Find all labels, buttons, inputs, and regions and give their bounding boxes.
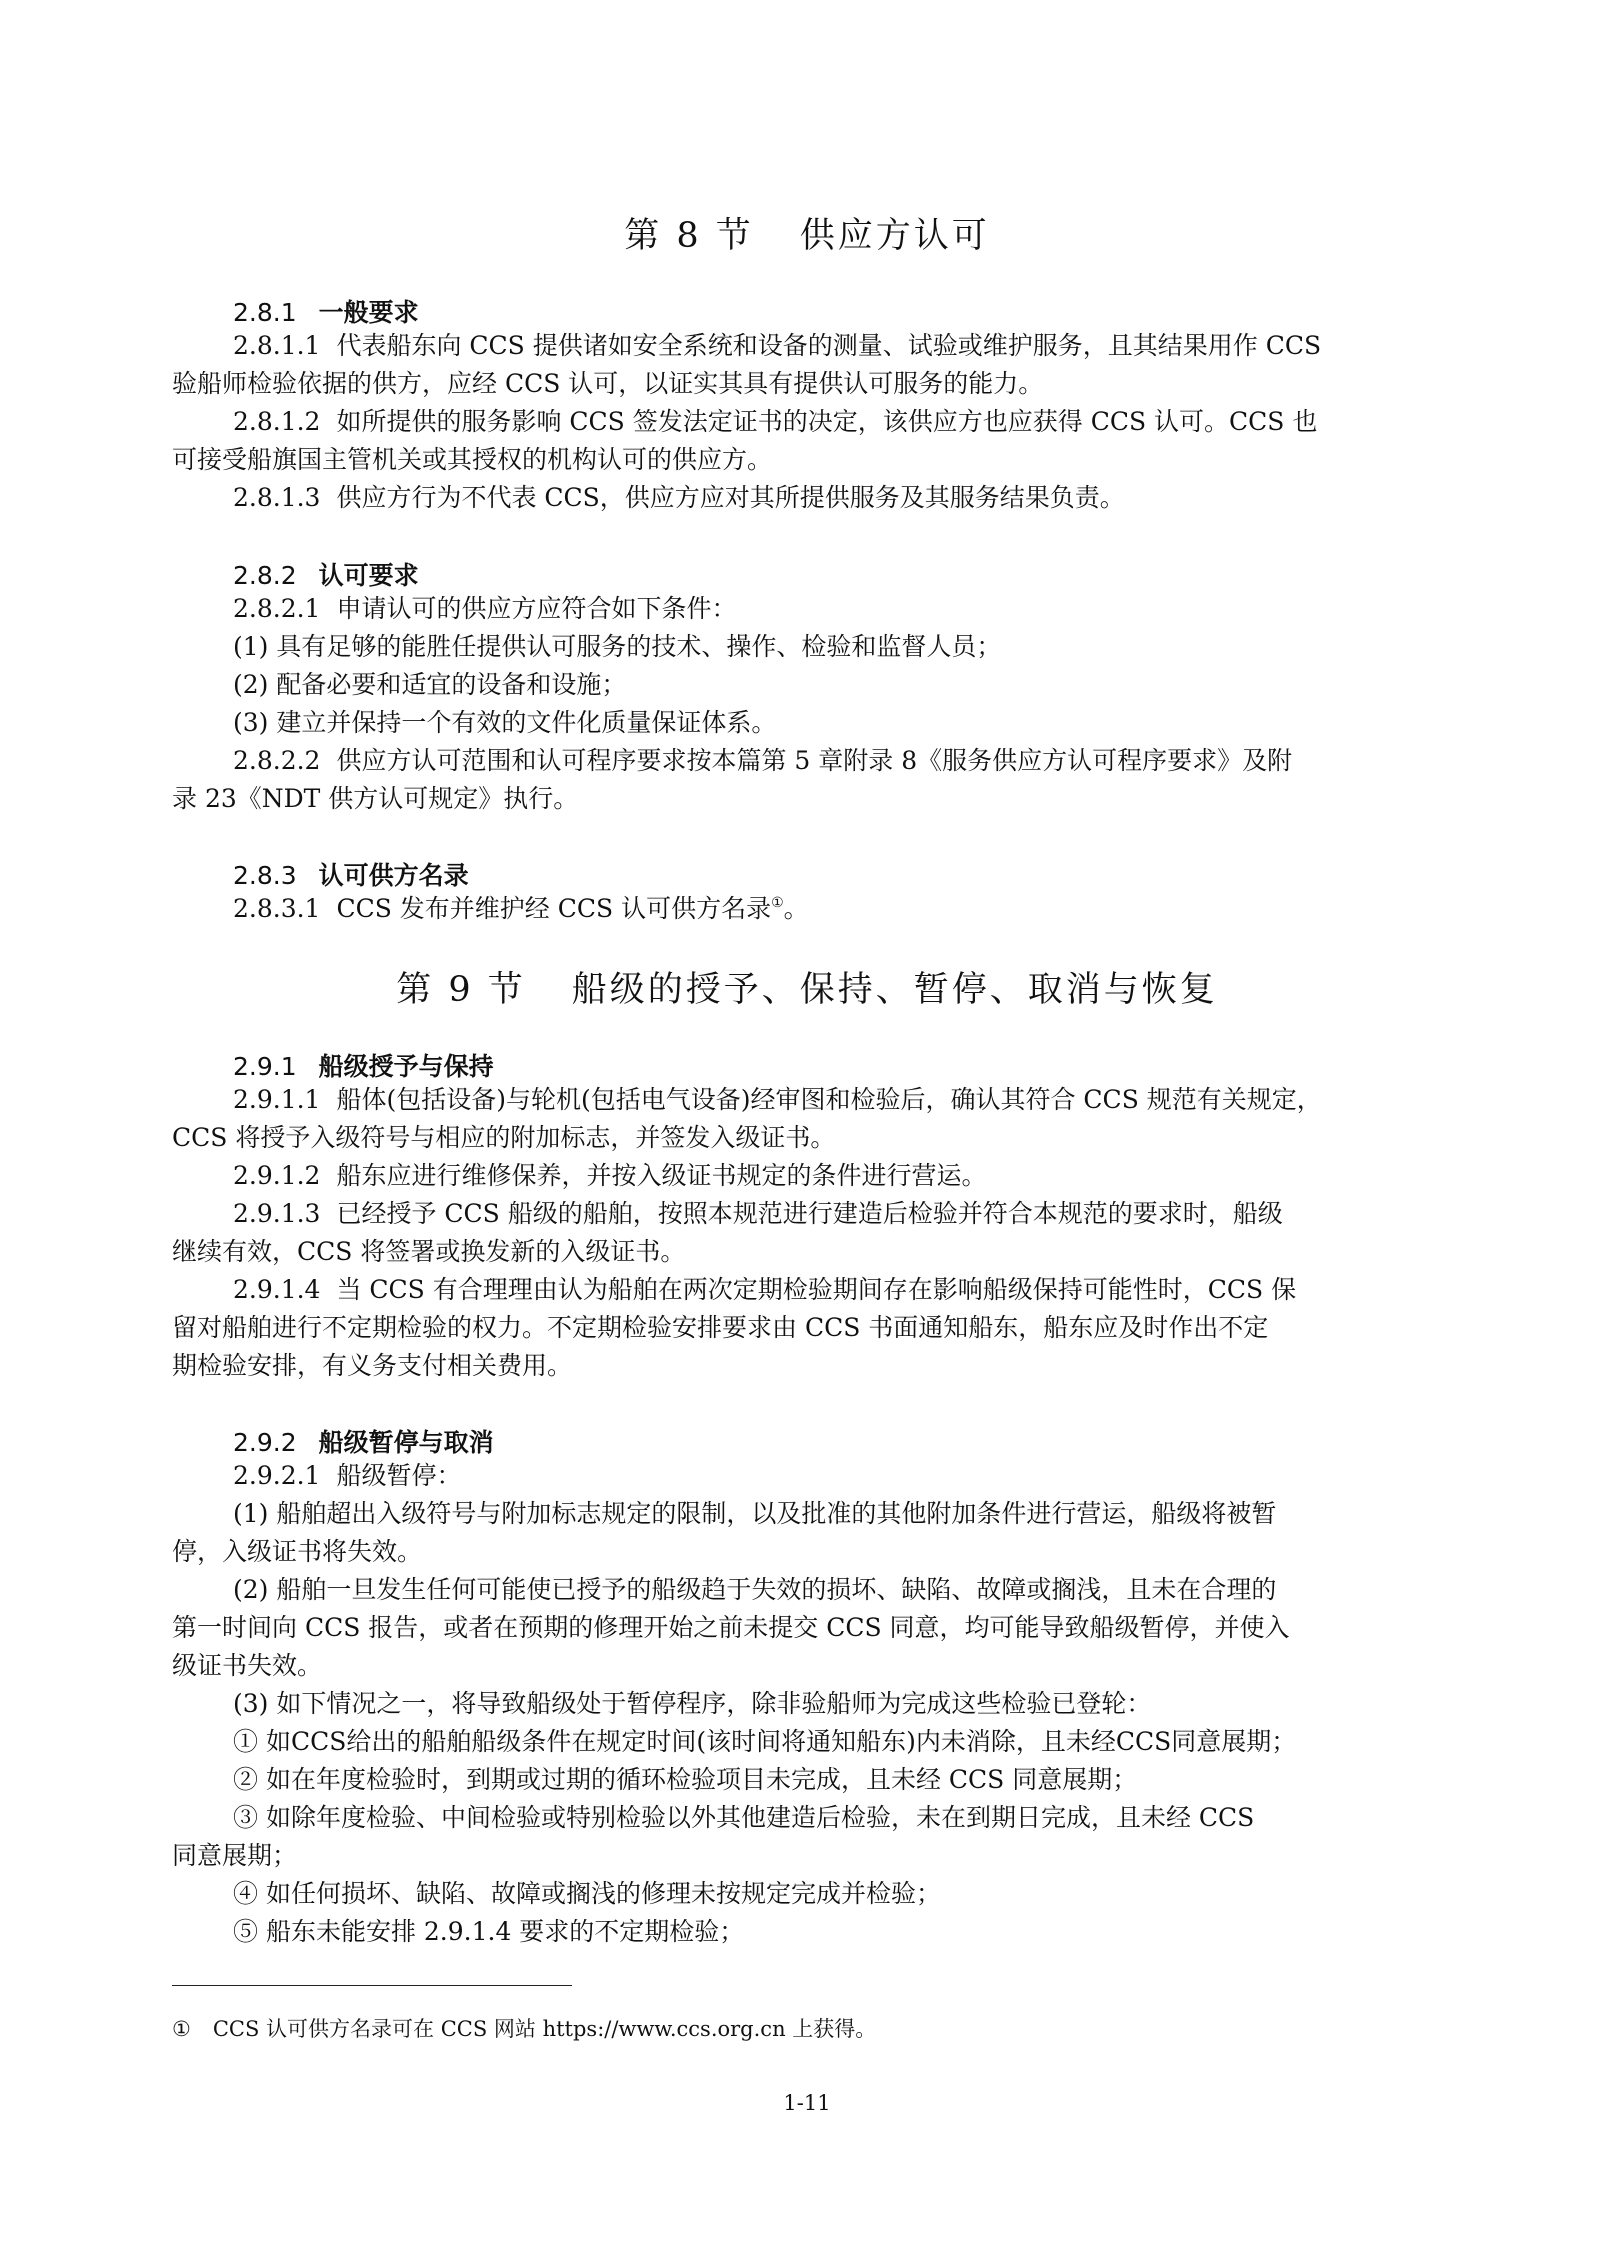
footnote-text: CCS 认可供方名录可在 CCS 网站 https://www.ccs.org.cn 上获得。	[212, 2017, 877, 2041]
paragraph-line: 级证书失效。	[172, 1651, 323, 1680]
paragraph-2-8-2-2: 2.8.2.2 供应方认可范围和认可程序要求按本篇第 5 章附录 8《服务供应方认可程序要求》及附	[233, 746, 1293, 775]
paragraph-2-8-2-1: 2.8.2.1 申请认可的供应方应符合如下条件：	[233, 594, 737, 623]
list-item: ⑤ 船东未能安排 2.9.1.4 要求的不定期检验；	[233, 1917, 745, 1946]
paragraph-line: 同意展期；	[172, 1841, 298, 1870]
paragraph-line: 停，入级证书将失效。	[172, 1537, 423, 1566]
paragraph-2-8-3-1: 2.8.3.1 CCS 发布并维护经 CCS 认可供方名录①。	[233, 894, 809, 923]
list-item: ④ 如任何损坏、缺陷、故障或搁浅的修理未按规定完成并检验；	[233, 1879, 941, 1908]
heading-2-9-2: 2.9.2 船级暂停与取消	[233, 1428, 494, 1457]
paragraph-line: 继续有效，CCS 将签署或换发新的入级证书。	[172, 1237, 686, 1266]
list-item: (1) 具有足够的能胜任提供认可服务的技术、操作、检验和监督人员；	[233, 632, 1002, 661]
heading-2-8-2: 2.8.2 认可要求	[233, 561, 419, 590]
section-8-number: 第 8 节	[624, 216, 754, 256]
list-item: (3) 建立并保持一个有效的文件化质量保证体系。	[233, 708, 777, 737]
paragraph-line: 期检验安排，有义务支付相关费用。	[172, 1351, 573, 1380]
paragraph-line: 录 23《NDT 供方认可规定》执行。	[172, 784, 579, 813]
footnote	[172, 2013, 876, 2043]
paragraph-line: CCS 将授予入级符号与相应的附加标志，并签发入级证书。	[172, 1123, 836, 1152]
paragraph-line: 可接受船旗国主管机关或其授权的机构认可的供应方。	[172, 445, 773, 474]
list-item: (3) 如下情况之一，将导致船级处于暂停程序，除非验船师为完成这些检验已登轮：	[233, 1689, 1152, 1718]
list-item: ③ 如除年度检验、中间检验或特别检验以外其他建造后检验，未在到期日完成，且未经 CCS	[233, 1803, 1255, 1832]
list-item: (2) 船舶一旦发生任何可能使已授予的船级趋于失效的损坏、缺陷、故障或搁浅，且未在合理的	[233, 1575, 1277, 1604]
paragraph-line: 留对船舶进行不定期检验的权力。不定期检验安排要求由 CCS 书面通知船东，船东应及时作出不定	[172, 1313, 1269, 1342]
paragraph-2-8-1-2: 2.8.1.2 如所提供的服务影响 CCS 签发法定证书的决定，该供应方也应获得 CCS 认可。CCS 也	[233, 407, 1318, 436]
paragraph-2-8-1-3: 2.8.1.3 供应方行为不代表 CCS，供应方应对其所提供服务及其服务结果负责。	[233, 483, 1125, 512]
paragraph-2-8-1-1: 2.8.1.1 代表船东向 CCS 提供诸如安全系统和设备的测量、试验或维护服务，且其结果用作 CCS	[233, 331, 1322, 360]
heading-2-8-3: 2.8.3 认可供方名录	[233, 861, 469, 890]
section-8-title	[0, 208, 1614, 258]
section-9-heading: 船级的授予、保持、暂停、取消与恢复	[571, 970, 1218, 1010]
paragraph-2-9-1-1: 2.9.1.1 船体(包括设备)与轮机(包括电气设备)经审图和检验后，确认其符合 CCS 规范有关规定，	[233, 1085, 1322, 1114]
paragraph-2-9-1-3: 2.9.1.3 已经授予 CCS 船级的船舶，按照本规范进行建造后检验并符合本规范的要求时，船级	[233, 1199, 1283, 1228]
footnote-reference[interactable]: ①	[771, 895, 784, 911]
paragraph-line: 验船师检验依据的供方，应经 CCS 认可，以证实其具有提供认可服务的能力。	[172, 369, 1044, 398]
list-item: ① 如CCS给出的船舶船级条件在规定时间(该时间将通知船东)内未消除，且未经CCS同意展期；	[233, 1727, 1297, 1756]
heading-2-8-1: 2.8.1 一般要求	[233, 298, 419, 327]
page-number: 1-11	[783, 2091, 831, 2115]
paragraph-2-9-2-1: 2.9.2.1 船级暂停：	[233, 1461, 462, 1490]
paragraph-2-9-1-4: 2.9.1.4 当 CCS 有合理理由认为船舶在两次定期检验期间存在影响船级保持可能性时，CCS 保	[233, 1275, 1297, 1304]
list-item: (1) 船舶超出入级符号与附加标志规定的限制，以及批准的其他附加条件进行营运，船级将被暂	[233, 1499, 1277, 1528]
footnote-divider	[172, 1985, 572, 1986]
paragraph-line: 第一时间向 CCS 报告，或者在预期的修理开始之前未提交 CCS 同意，均可能导致船级暂停，并使入	[172, 1613, 1290, 1642]
section-9-number: 第 9 节	[396, 970, 526, 1010]
list-item: (2) 配备必要和适宜的设备和设施；	[233, 670, 627, 699]
paragraph-2-9-1-2: 2.9.1.2 船东应进行维修保养，并按入级证书规定的条件进行营运。	[233, 1161, 987, 1190]
section-9-title	[0, 962, 1614, 1012]
footnote-mark: ①	[172, 2017, 191, 2041]
list-item: ② 如在年度检验时，到期或过期的循环检验项目未完成，且未经 CCS 同意展期；	[233, 1765, 1138, 1794]
section-8-heading: 供应方认可	[799, 216, 990, 256]
heading-2-9-1: 2.9.1 船级授予与保持	[233, 1052, 494, 1081]
